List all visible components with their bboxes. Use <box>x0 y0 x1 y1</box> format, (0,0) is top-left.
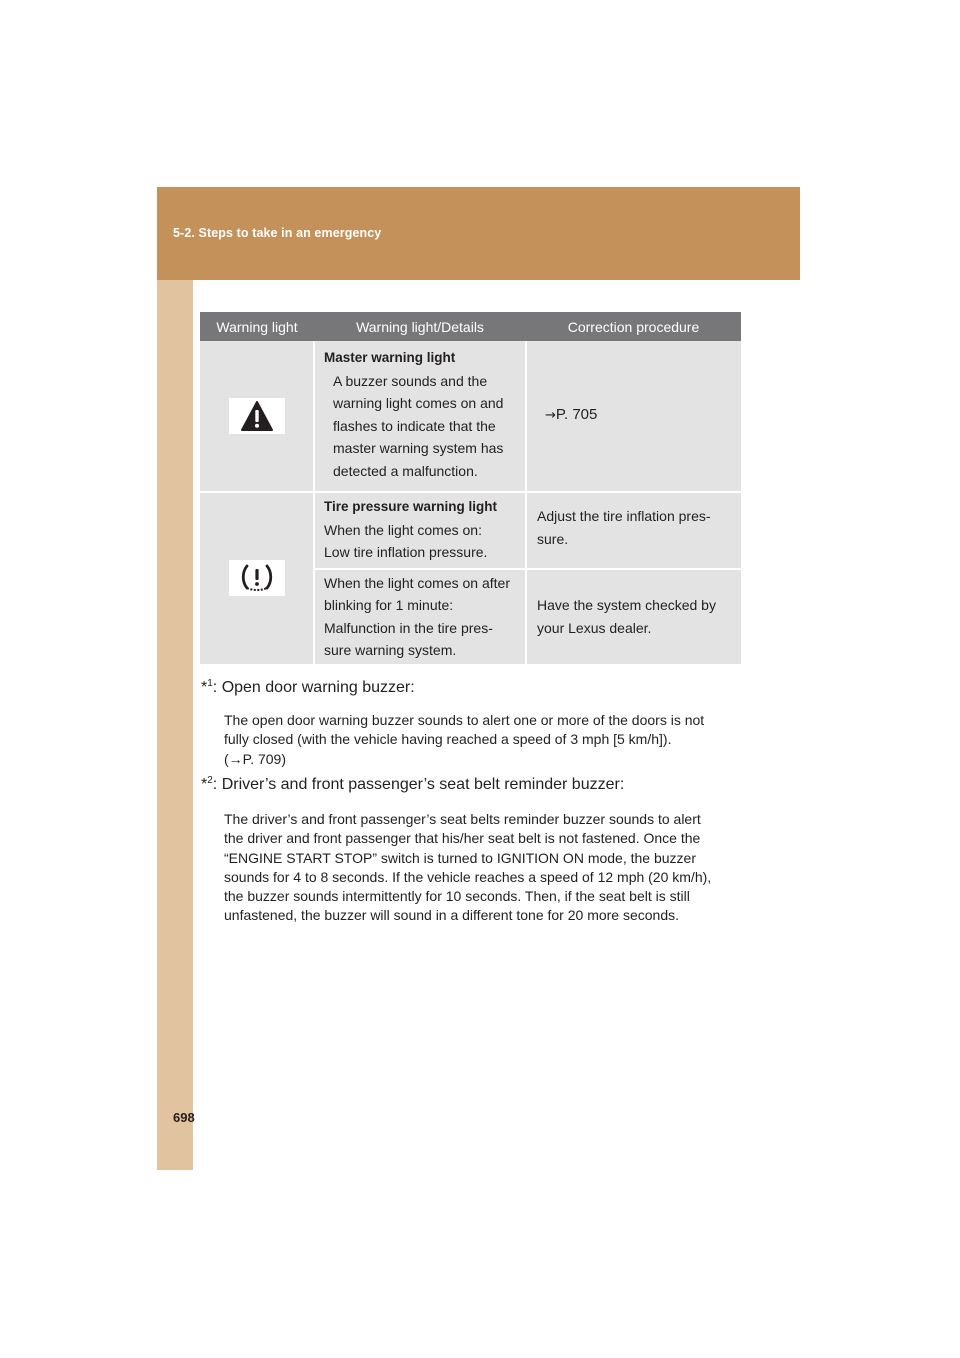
detail-line: When the light comes on: <box>324 521 482 538</box>
detail-line: A buzzer sounds and the <box>333 372 488 389</box>
detail-line: Low tire inflation pressure. <box>324 544 488 560</box>
note-body-1 <box>224 711 737 769</box>
detail-line: Malfunction in the tire pres- <box>324 619 493 636</box>
tire-pressure-icon <box>229 560 285 596</box>
detail-line: warning light comes on and <box>333 395 504 411</box>
page-reference-arrow: → <box>545 408 556 424</box>
correction-cell <box>526 492 741 569</box>
note-line: fully closed (with the vehicle having reached a speed of 3 mph [5 km/h]). <box>224 731 672 748</box>
note-body-2 <box>224 810 737 926</box>
warning-triangle-icon <box>229 398 285 434</box>
warning-light-table <box>200 312 741 664</box>
detail-line: detected a malfunction. <box>333 462 478 479</box>
section-title: 5-2. Steps to take in an emergency <box>173 226 382 240</box>
detail-line: flashes to indicate that the <box>333 417 496 434</box>
correction-line: Adjust the tire inflation pres- <box>537 508 711 524</box>
detail-line: blinking for 1 minute: <box>324 597 454 613</box>
correction-cell <box>526 569 741 664</box>
details-cell <box>314 569 526 664</box>
details-cell <box>314 341 526 492</box>
note-line: unfastened, the buzzer will sound in a different tone for 20 more seconds. <box>224 907 680 924</box>
page-reference-link[interactable]: P. 705 <box>555 406 598 424</box>
note-superscript: 1 <box>207 678 213 689</box>
detail-title: Master warning light <box>324 350 456 365</box>
note-line: sounds for 4 to 8 seconds. If the vehicle reaches a speed of 12 mph (20 km/h), <box>224 868 712 885</box>
column-header-warning-light: Warning light <box>200 312 314 341</box>
table-row-tire-pressure <box>200 492 741 569</box>
note-line: The driver’s and front passenger’s seat belts reminder buzzer sounds to alert <box>224 811 701 827</box>
correction-line: your Lexus dealer. <box>537 619 652 636</box>
note-title-text: : Open door warning buzzer: <box>212 679 415 696</box>
correction-line: sure. <box>537 530 569 547</box>
note-line: the driver and front passenger that his/her seat belt is not fastened. Once the <box>224 830 701 847</box>
column-header-details: Warning light/Details <box>314 312 526 341</box>
side-band <box>157 280 193 1170</box>
detail-title: Tire pressure warning light <box>324 499 498 514</box>
page-number: 698 <box>173 1110 195 1125</box>
table-row-master-warning <box>200 341 741 492</box>
note-marker: * <box>201 679 208 696</box>
table-header-row <box>200 312 741 341</box>
note-marker: * <box>201 776 208 793</box>
note-title-2 <box>201 775 624 794</box>
icon-cell <box>200 341 314 492</box>
column-header-correction: Correction procedure <box>526 312 741 341</box>
note-superscript: 2 <box>207 775 213 786</box>
note-line: the buzzer sounds intermittently for 10 seconds. Then, if the seat belt is still <box>224 888 690 905</box>
correction-line: Have the system checked by <box>537 597 716 613</box>
icon-cell <box>200 492 314 664</box>
note-line[interactable]: (→P. 709) <box>224 750 286 767</box>
detail-line: sure warning system. <box>324 642 457 658</box>
detail-line: When the light comes on after <box>324 574 510 591</box>
detail-line: master warning system has <box>333 440 504 456</box>
note-line: “ENGINE START STOP” switch is turned to IGNITION ON mode, the buzzer <box>224 849 696 866</box>
note-line: The open door warning buzzer sounds to alert one or more of the doors is not <box>224 712 705 728</box>
note-title-text: : Driver’s and front passenger’s seat belt reminder buzzer: <box>212 776 625 793</box>
details-cell <box>314 492 526 569</box>
correction-cell <box>526 341 741 492</box>
note-title-1 <box>201 678 415 697</box>
